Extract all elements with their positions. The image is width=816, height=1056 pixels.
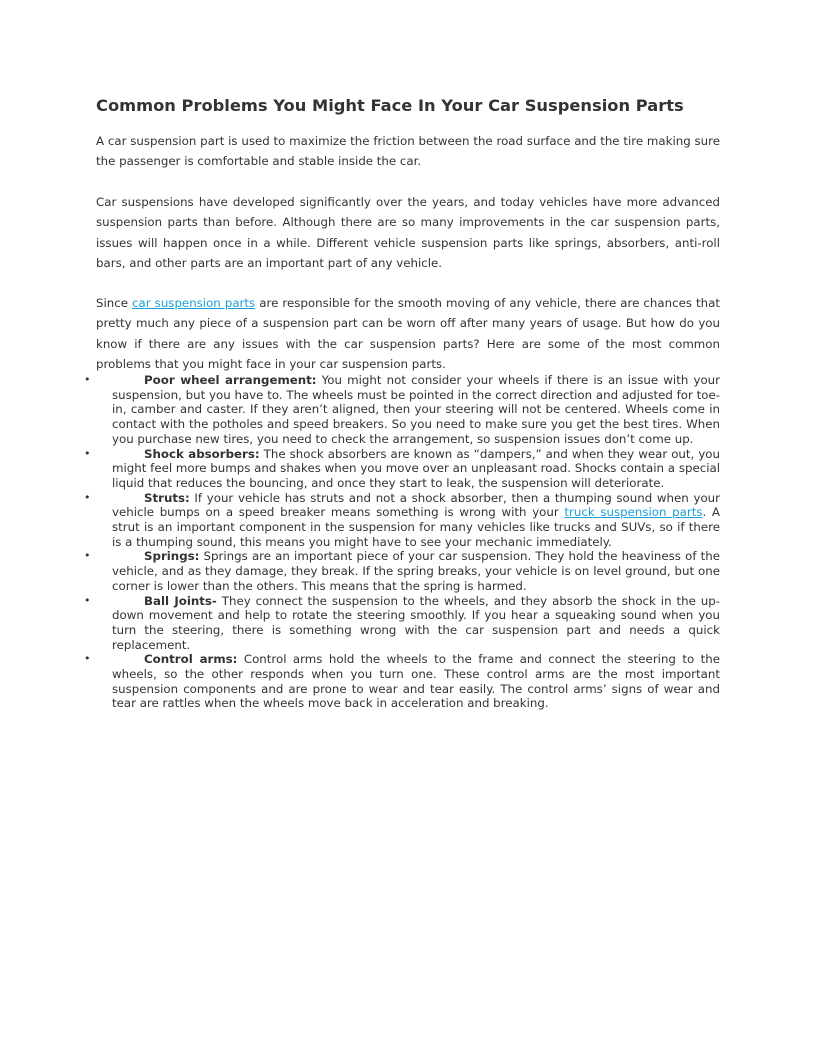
car-suspension-parts-link[interactable]: car suspension parts [132,296,256,310]
item-term: Shock absorbers: [144,446,260,461]
item-term: Springs: [144,549,200,564]
bullet-icon: • [84,446,91,460]
p3-text-after: are responsible for the smooth moving of any vehicle, there are chances that pretty much any piece of a suspension part can be worn off after many years of usage. But how do you know if there are any issues with the car suspension parts? Here are some of the most common problems that you might face in your car suspension parts. [96,296,720,372]
page-title: Common Problems You Might Face In Your Car Suspension Parts [96,96,684,115]
list-item-springs [84,549,720,593]
history-paragraph: Car suspensions have developed significantly over the years, and today vehicles have more advanced suspension parts than before. Although there are so many improvements in the car suspension parts, issues will happen once in a while. Different vehicle suspension parts like springs, absorbers, anti-roll bars, and other parts are an important part of any vehicle. [96,195,720,271]
truck-suspension-parts-link[interactable]: truck suspension parts [564,505,703,520]
bullet-icon: • [84,549,91,563]
list-item-ball-joints [84,594,720,653]
list-item-control-arms [84,652,720,711]
problems-intro-paragraph [96,293,720,375]
item-term: Poor wheel arrangement: [144,373,317,387]
item-text: The shock absorbers are known as “dampers,” and when they wear out, you might feel more bumps and shakes when you move over an unpleasant road. Shocks contain a special liquid that reduces the bouncing, and once they start to leak, the suspension will deteriorate. [112,446,720,490]
bullet-icon: • [84,490,91,504]
bullet-icon: • [84,593,91,607]
bullet-icon: • [84,652,91,666]
list-item-struts [84,491,720,550]
problems-list [84,373,720,711]
item-text-before: If your vehicle has struts and not a shock absorber, then a thumping sound when your vehicle bumps on a speed breaker means something is wrong with your [112,490,720,520]
item-term: Ball Joints- [144,593,217,608]
item-text-after: . A strut is an important component in the suspension for many vehicles like trucks and SUVs, so if there is a thumping sound, this means you might have to see your mechanic immediately. [112,505,721,549]
item-term: Control arms: [144,652,238,667]
item-text: Springs are an important piece of your car suspension. They hold the heaviness of the vehicle, and as they damage, they break. If the spring breaks, your vehicle is on level ground, but one corner is lower than the others. This means that the spring is harmed. [112,549,720,593]
document-page [84,95,721,711]
p3-text-before: Since [96,296,133,310]
list-item-poor-wheel-arrangement [84,373,720,447]
bullet-icon: • [84,373,91,386]
item-text: They connect the suspension to the wheels, and they absorb the shock in the up-down movement and help to rotate the steering smoothly. If you hear a squeaking sound when you turn the steering, there is something wrong with the car suspension part and needs a quick replacement. [112,593,721,652]
item-text: Control arms hold the wheels to the frame and connect the steering to the wheels, so the other responds when you turn one. These control arms are the most important suspension components and are prone to wear and tear easily. The control arms’ signs of wear and tear are rattles when the wheels move back in acceleration and breaking. [112,652,721,711]
intro-paragraph: A car suspension part is used to maximize the friction between the road surface and the tire making sure the passenger is comfortable and stable inside the car. [96,134,720,169]
item-text: You might not consider your wheels if there is an issue with your suspension, but you have to. The wheels must be pointed in the correct direction and adjusted for toe-in, camber and caster. If they aren’t aligned, then your steering will not be centered. Wheels come in contact with the potholes and speed breakers. So you need to make sure you get the best tires. When you purchase new tires, you need to check the arrangement, so suspension issues don’t come up. [112,373,720,446]
item-term: Struts: [144,490,190,505]
list-item-shock-absorbers [84,447,720,491]
